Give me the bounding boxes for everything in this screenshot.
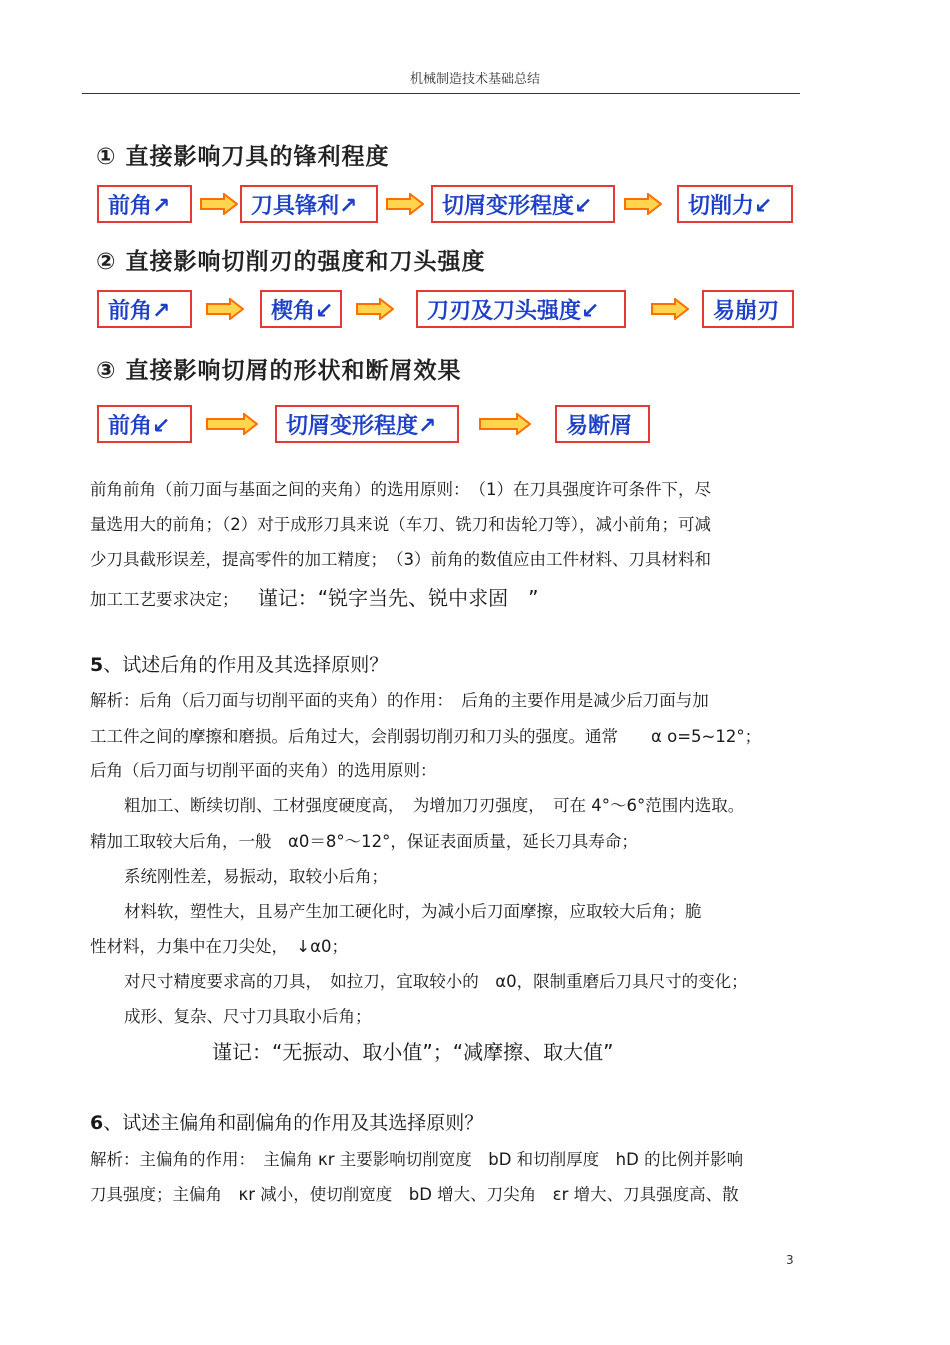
motto-text: 谨记：“无振动、取小值”；“减摩擦、取大值” — [212, 1040, 614, 1064]
paragraph-line: 材料软，塑性大，且易产生加工硬化时，为减小后刀面摩擦，应取较大后角；脆 — [124, 902, 702, 921]
paragraph-line: 工工件之间的摩擦和磨损。后角过大，会削弱切削刃和刀头的强度。通常 α o=5~12°； — [90, 727, 762, 746]
flow-arrow-icon — [479, 413, 531, 435]
paragraph-line: 少刀具截形误差，提高零件的加工精度； （3）前角的数值应由工件材料、刀具材料和 — [90, 550, 711, 569]
diagram-box: 刀刃及刀头强度↙ — [416, 290, 626, 328]
question-heading — [90, 1108, 483, 1135]
paragraph-line: 性材料，力集中在刀尖处， ↓α0； — [90, 937, 348, 956]
flow-arrow-icon — [386, 193, 424, 215]
flow-arrow-icon — [651, 298, 689, 320]
motto-text: 谨记：“锐字当先、锐中求固 ” — [257, 586, 539, 610]
flow-arrow-icon — [624, 193, 662, 215]
paragraph-line: 量选用大的前角；（2）对于成形刀具来说（车刀、铣刀和齿轮刀等），减小前角；可减 — [90, 515, 711, 534]
page-number: 3 — [786, 1253, 794, 1267]
paragraph-line: 系统刚性差，易振动，取较小后角； — [124, 867, 388, 886]
diagram-box: 易断屑 — [555, 405, 650, 443]
flow-arrow-icon — [206, 298, 244, 320]
header-rule — [82, 93, 800, 94]
paragraph-line: 解析：后角（后刀面与切削平面的夹角）的作用： 后角的主要作用是减少后刀面与加 — [90, 691, 709, 710]
paragraph-text: 加工工艺要求决定； — [90, 590, 239, 609]
paragraph-line: 解析：主偏角的作用： 主偏角 κr 主要影响切削宽度 bD 和切削厚度 hD 的比例并影响 — [90, 1150, 744, 1169]
question-text: 、试述后角的作用及其选择原则？ — [103, 654, 389, 676]
diagram-box: 切削力↙ — [677, 185, 793, 223]
question-number: 5 — [90, 654, 104, 676]
diagram-box: 前角↗ — [97, 185, 192, 223]
question-text: 、试述主偏角和副偏角的作用及其选择原则？ — [103, 1112, 484, 1134]
paragraph-line: 后角（后刀面与切削平面的夹角）的选用原则： — [90, 761, 437, 780]
flow-arrow-icon — [356, 298, 394, 320]
diagram-box: 刀具锋利↗ — [240, 185, 378, 223]
paragraph-line — [90, 582, 538, 611]
paragraph-line: 精加工取较大后角，一般 α0＝8°～12°，保证表面质量，延长刀具寿命； — [90, 832, 638, 851]
question-heading — [90, 650, 388, 677]
question-number: 6 — [90, 1112, 104, 1134]
flow-arrow-icon — [206, 413, 258, 435]
diagram-title-3: ③ 直接影响切屑的形状和断屑效果 — [96, 358, 462, 384]
diagram-title-1: ① 直接影响刀具的锋利程度 — [96, 144, 390, 170]
diagram-box: 楔角↙ — [260, 290, 342, 328]
paragraph-line: 对尺寸精度要求高的刀具， 如拉刀，宜取较小的 α0，限制重磨后刀具尺寸的变化； — [124, 972, 748, 991]
diagram-box: 易崩刃 — [702, 290, 794, 328]
paragraph-line: 刀具强度；主偏角 κr 减小，使切削宽度 bD 增大、刀尖角 εr 增大、刀具强度高、散 — [90, 1185, 739, 1204]
paragraph-line: 成形、复杂、尺寸刀具取小后角； — [124, 1007, 372, 1026]
paragraph-line: 前角前角（前刀面与基面之间的夹角）的选用原则： （1）在刀具强度许可条件下，尽 — [90, 480, 711, 499]
diagram-box: 切屑变形程度↙ — [431, 185, 615, 223]
diagram-box: 前角↙ — [97, 405, 192, 443]
diagram-box: 切屑变形程度↗ — [275, 405, 459, 443]
diagram-title-2: ② 直接影响切削刃的强度和刀头强度 — [96, 249, 486, 275]
page-header: 机械制造技术基础总结 — [409, 72, 540, 87]
diagram-box: 前角↗ — [97, 290, 192, 328]
paragraph-line: 粗加工、断续切削、工材强度硬度高， 为增加刀刃强度， 可在 4°～6°范围内选取。 — [124, 796, 745, 815]
flow-arrow-icon — [200, 193, 238, 215]
